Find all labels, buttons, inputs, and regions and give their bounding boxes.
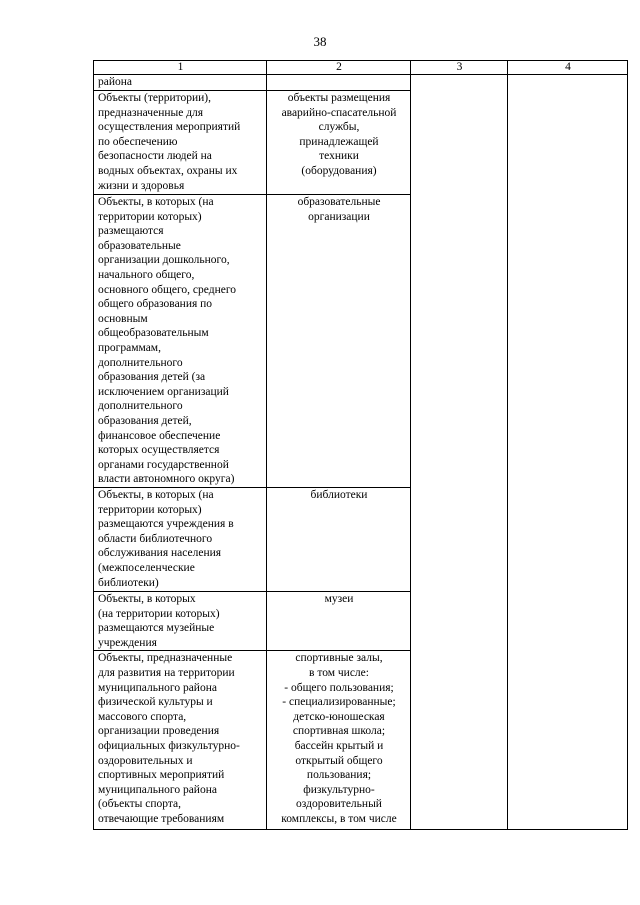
page-number: 38 xyxy=(313,34,327,49)
object-type-cell: музеи xyxy=(267,592,411,651)
object-name-cell: Объекты, в которых (на территории которых) размещаются музейные учреждения xyxy=(94,592,267,651)
table-row xyxy=(94,75,628,91)
table-header-row xyxy=(94,61,628,75)
column-3-cell xyxy=(411,75,508,830)
column-header-4: 4 xyxy=(508,61,628,75)
object-name-cell: района xyxy=(94,75,267,91)
object-type-cell: образовательные организации xyxy=(267,195,411,488)
column-header-2: 2 xyxy=(267,61,411,75)
object-name-cell: Объекты, в которых (на территории которых) размещаются образовательные организации дошкольного, начального общего, основного общего, среднего общего образования по основным общеобразовательным программам, дополнительного образования детей (за исключением организаций дополнительного образования детей, финансовое обеспечение которых осуществляется органами государственной власти автономного округа) xyxy=(94,195,267,488)
object-name-cell: Объекты, предназначенные для развития на территории муниципального района физической культуры и массового спорта, организации проведения официальных физкультурно- оздоровительных и спортивных мероприятий муниципального района (объекты спорта, отвечающие требованиям xyxy=(94,651,267,830)
column-4-cell xyxy=(508,75,628,830)
column-header-3: 3 xyxy=(411,61,508,75)
object-type-cell: объекты размещения аварийно-спасательной службы, принадлежащей техники (оборудования) xyxy=(267,91,411,195)
objects-table xyxy=(93,60,628,830)
object-type-cell xyxy=(267,75,411,91)
object-type-cell: спортивные залы, в том числе: - общего пользования; - специализированные; детско-юношеская спортивная школа; бассейн крытый и открытый общего пользования; физкультурно- оздоровительный комплексы, в том числе xyxy=(267,651,411,830)
object-name-cell: Объекты (территории), предназначенные для осуществления мероприятий по обеспечению безопасности людей на водных объектах, охраны их жизни и здоровья xyxy=(94,91,267,195)
column-header-1: 1 xyxy=(94,61,267,75)
object-name-cell: Объекты, в которых (на территории которых) размещаются учреждения в области библиотечного обслуживания населения (межпоселенческие библиотеки) xyxy=(94,488,267,592)
object-type-cell: библиотеки xyxy=(267,488,411,592)
